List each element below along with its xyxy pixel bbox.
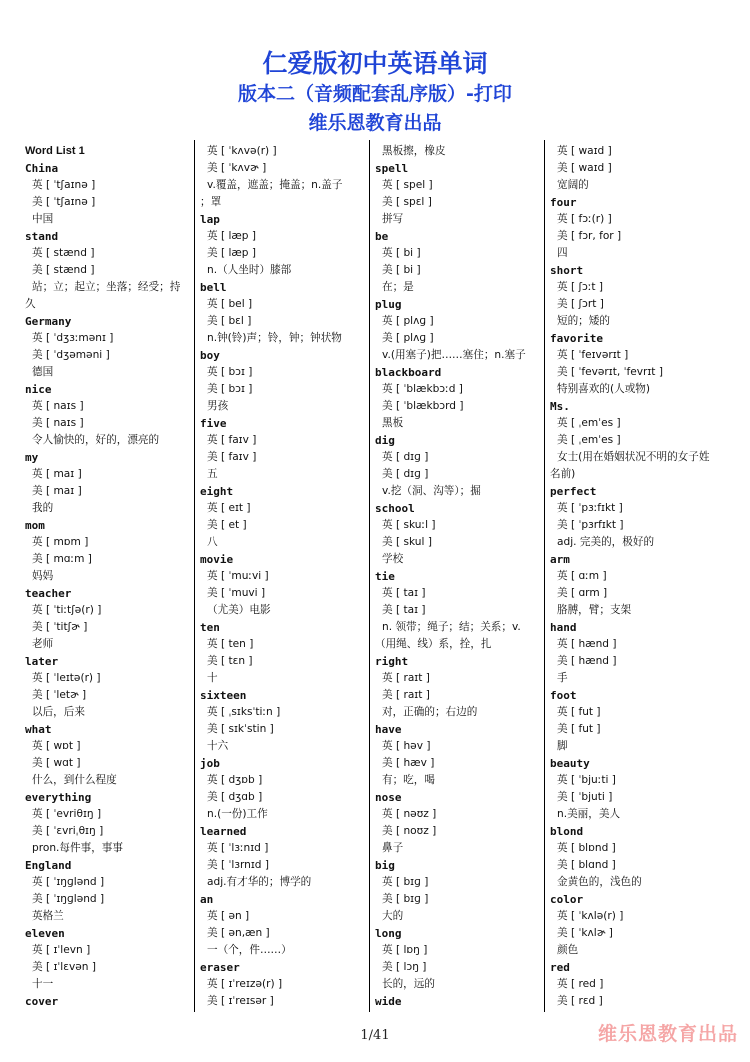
entry-line: n.美丽，美人: [557, 808, 621, 820]
vocab-word: favorite: [550, 332, 603, 345]
entry-line: 令人愉快的，好的，漂亮的: [32, 434, 160, 446]
entry-line: 美 [ ˈfevərɪt, ˈfevrɪt ]: [557, 366, 663, 378]
entry-line: 英 [ raɪt ]: [382, 672, 430, 684]
vocab-word: big: [375, 859, 395, 872]
entry-line: 英 [ stænd ]: [32, 247, 95, 259]
entry-line: 英 [ ˈpɜːfɪkt ]: [557, 502, 623, 514]
entry-line: 英 [ ˈblækbɔːd ]: [382, 383, 463, 395]
vocab-word: nose: [375, 791, 402, 804]
entry-line: 德国: [32, 366, 54, 378]
vocab-word: four: [550, 196, 577, 209]
vocab-word: foot: [550, 689, 577, 702]
entry-line: 英 [ plʌɡ ]: [382, 315, 434, 327]
entry-line: 美 [ ˌemˈes ]: [557, 434, 621, 446]
entry-line: 英 [ ˈkʌlə(r) ]: [557, 910, 624, 922]
entry-continuation: （用绳、线）系，拴，扎: [375, 638, 492, 650]
vocab-word: eleven: [25, 927, 65, 940]
entry-line: 美 [ hænd ]: [557, 655, 617, 667]
entry-continuation: ；罩: [200, 196, 222, 208]
entry-line: 美 [ lɔŋ ]: [382, 961, 427, 973]
vocab-word: job: [200, 757, 220, 770]
entry-line: 美 [ skul ]: [382, 536, 432, 548]
entry-line: 英 [ ɪˈlevn ]: [32, 944, 91, 956]
entry-line: 英 [ ˈmuːvi ]: [207, 570, 269, 582]
entry-line: 中国: [32, 213, 54, 225]
word-list-heading: Word List 1: [25, 145, 85, 157]
entry-line: 脚: [557, 740, 568, 752]
entry-line: 英 [ waɪd ]: [557, 145, 612, 157]
entry-line: 学校: [382, 553, 404, 565]
entry-line: 美 [ ˈpɜrfɪkt ]: [557, 519, 624, 531]
entry-line: 英 [ ˈɪŋɡlənd ]: [32, 876, 105, 888]
entry-line: 美 [ dɪɡ ]: [382, 468, 429, 480]
entry-line: 英 [ skuːl ]: [382, 519, 436, 531]
entry-line: 一（个，件……）: [207, 944, 292, 956]
vocab-word: learned: [200, 825, 247, 838]
vocab-word: ten: [200, 621, 220, 634]
vocab-word: blond: [550, 825, 584, 838]
entry-line: 什么，到什么程度: [32, 774, 117, 786]
entry-line: 美 [ waɪd ]: [557, 162, 612, 174]
entry-line: 站；立；起立；坐落；经受；持: [32, 281, 181, 293]
entry-line: 英 [ nəʊz ]: [382, 808, 437, 820]
entry-line: 黑板擦，橡皮: [382, 145, 446, 157]
vocab-word: eraser: [200, 961, 240, 974]
vocab-word: long: [375, 927, 402, 940]
entry-line: 美 [ mɑːm ]: [32, 553, 92, 565]
entry-line: 十六: [207, 740, 229, 752]
entry-line: 美 [ bɪɡ ]: [382, 893, 429, 905]
entry-line: 美 [ fɔr, for ]: [557, 230, 622, 242]
entry-line: 鼻子: [382, 842, 404, 854]
vocab-word: lap: [200, 213, 220, 226]
entry-line: 英 [ lɒŋ ]: [382, 944, 428, 956]
entry-line: 英 [ dʒɒb ]: [207, 774, 263, 786]
vocab-word: color: [550, 893, 584, 906]
entry-line: adj. 完美的，极好的: [557, 536, 655, 548]
vocab-word: wide: [375, 995, 402, 1008]
entry-line: 英 [ ˌsɪksˈtiːn ]: [207, 706, 281, 718]
entry-line: 美 [ ˈdʒəməni ]: [32, 349, 110, 361]
entry-line: 美 [ hæv ]: [382, 757, 435, 769]
entry-line: 美 [ ˈtitʃɚ ]: [32, 621, 88, 633]
entry-line: 英 [ ɑːm ]: [557, 570, 607, 582]
entry-line: adj.有才华的；博学的: [207, 876, 312, 888]
entry-line: 我的: [32, 502, 54, 514]
entry-line: 美 [ fut ]: [557, 723, 601, 735]
entry-line: 英 [ bi ]: [382, 247, 421, 259]
entry-line: 妈妈: [32, 570, 54, 582]
entry-line: 英 [ bɪɡ ]: [382, 876, 429, 888]
entry-line: 美 [ et ]: [207, 519, 247, 531]
entry-line: n.（人坐时）膝部: [207, 264, 292, 276]
entry-line: 英 [ ɪˈreɪzə(r) ]: [207, 978, 283, 990]
entry-line: 美 [ ʃɔrt ]: [557, 298, 604, 310]
column-divider: [194, 140, 195, 1012]
publisher-line: 维乐恩教育出品: [308, 112, 442, 134]
entry-line: 黑板: [382, 417, 404, 429]
vocab-word: later: [25, 655, 59, 668]
entry-line: 美 [ ˈɪŋɡlənd ]: [32, 893, 105, 905]
entry-line: 美 [ ˈblækbɔrd ]: [382, 400, 464, 412]
vocab-word: right: [375, 655, 409, 668]
entry-line: n.(一份)工作: [207, 808, 268, 820]
entry-line: 手: [557, 672, 568, 684]
vocab-word: my: [25, 451, 39, 464]
entry-line: 金黄色的，浅色的: [557, 876, 642, 888]
entry-line: 英 [ ˌemˈes ]: [557, 417, 621, 429]
word-column-3: [375, 143, 543, 1010]
entry-continuation: 名前): [550, 468, 576, 480]
entry-line: v.挖（洞、沟等）；掘: [382, 485, 481, 497]
vocab-word: Ms.: [550, 400, 570, 413]
entry-line: 英 [ ʃɔːt ]: [557, 281, 604, 293]
entry-line: 英 [ bel ]: [207, 298, 253, 310]
entry-line: 美 [ naɪs ]: [32, 417, 84, 429]
entry-line: 美 [ raɪt ]: [382, 689, 430, 701]
entry-line: 有；吃，喝: [382, 774, 435, 786]
entry-line: 英 [ hænd ]: [557, 638, 617, 650]
entry-line: 宽阔的: [557, 179, 589, 191]
entry-line: 英 [ fɔː(r) ]: [557, 213, 612, 225]
word-column-1: [25, 143, 193, 1010]
column-divider: [544, 140, 545, 1012]
vocab-word: plug: [375, 298, 402, 311]
vocab-word: beauty: [550, 757, 590, 770]
entry-line: 美 [ bi ]: [382, 264, 421, 276]
vocab-word: short: [550, 264, 584, 277]
vocab-word: tie: [375, 570, 395, 583]
entry-line: 美 [ ɪˈlɛvən ]: [32, 961, 96, 973]
entry-line: 拼写: [382, 213, 404, 225]
vocab-word: arm: [550, 553, 570, 566]
entry-line: 老师: [32, 638, 54, 650]
column-divider: [369, 140, 370, 1012]
entry-line: （尤美）电影: [207, 604, 271, 616]
word-column-2: [200, 143, 368, 1010]
entry-line: 英 [ eɪt ]: [207, 502, 251, 514]
entry-line: 英 [ həv ]: [382, 740, 431, 752]
entry-line: 美 [ ən,æn ]: [207, 927, 270, 939]
entry-line: 以后，后来: [32, 706, 85, 718]
entry-line: 英 [ bɔɪ ]: [207, 366, 253, 378]
vocab-word: blackboard: [375, 366, 442, 379]
entry-line: 美 [ blɑnd ]: [557, 859, 616, 871]
entry-line: 对，正确的；右边的: [382, 706, 478, 718]
entry-line: 美 [ noʊz ]: [382, 825, 437, 837]
entry-line: 英 [ spel ]: [382, 179, 433, 191]
vocab-word: movie: [200, 553, 234, 566]
entry-line: 英 [ mɒm ]: [32, 536, 89, 548]
entry-line: 英 [ ˈtiːtʃə(r) ]: [32, 604, 102, 616]
entry-line: 英 [ ˈkʌvə(r) ]: [207, 145, 277, 157]
entry-line: 美 [ læp ]: [207, 247, 257, 259]
entry-line: 美 [ tɛn ]: [207, 655, 253, 667]
vocab-word: red: [550, 961, 570, 974]
entry-line: 英 [ ˈbjuːti ]: [557, 774, 616, 786]
entry-line: 十一: [32, 978, 54, 990]
vocab-word: teacher: [25, 587, 72, 600]
vocab-word: China: [25, 162, 59, 175]
entry-line: 美 [ wɑt ]: [32, 757, 81, 769]
entry-line: 英 [ faɪv ]: [207, 434, 257, 446]
entry-line: 英 [ ˈevriθɪŋ ]: [32, 808, 102, 820]
vocab-word: dig: [375, 434, 395, 447]
page-number: 1/41: [360, 1028, 390, 1043]
entry-line: n. 领带；绳子；结；关系；v.: [382, 621, 521, 633]
entry-continuation: 久: [25, 298, 36, 310]
entry-line: 美 [ bɔɪ ]: [207, 383, 253, 395]
entry-line: 美 [ rɛd ]: [557, 995, 603, 1007]
entry-line: 美 [ stænd ]: [32, 264, 95, 276]
entry-line: 美 [ ˈlɜrnɪd ]: [207, 859, 269, 871]
document-title: 仁爱版初中英语单词: [262, 49, 488, 78]
entry-line: 英 [ dɪɡ ]: [382, 451, 429, 463]
vocab-word: be: [375, 230, 389, 243]
entry-line: 大的: [382, 910, 404, 922]
entry-line: 英 [ ˈdʒɜːmənɪ ]: [32, 332, 114, 344]
vocab-word: eight: [200, 485, 234, 498]
vocab-word: perfect: [550, 485, 597, 498]
entry-line: 长的，远的: [382, 978, 435, 990]
entry-line: 美 [ ˈbjuti ]: [557, 791, 613, 803]
entry-line: 美 [ dʒɑb ]: [207, 791, 263, 803]
entry-line: 英 [ naɪs ]: [32, 400, 84, 412]
vocab-word: school: [375, 502, 415, 515]
entry-line: 四: [557, 247, 568, 259]
vocab-word: spell: [375, 162, 409, 175]
entry-line: 十: [207, 672, 218, 684]
vocab-word: Germany: [25, 315, 72, 328]
entry-line: 五: [207, 468, 218, 480]
vocab-word: everything: [25, 791, 92, 804]
entry-line: 短的；矮的: [557, 315, 610, 327]
entry-line: 美 [ bɛl ]: [207, 315, 252, 327]
vocab-word: hand: [550, 621, 577, 634]
entry-line: n.钟(铃)声；铃，钟；钟状物: [207, 332, 342, 344]
entry-line: 美 [ sɪkˈstin ]: [207, 723, 274, 735]
vocab-word: an: [200, 893, 214, 906]
vocab-word: what: [25, 723, 52, 736]
vocab-word: five: [200, 417, 227, 430]
entry-line: 美 [ ɪˈreɪsər ]: [207, 995, 274, 1007]
entry-line: 胳膊，臂；支架: [557, 604, 632, 616]
entry-line: 在；是: [382, 281, 414, 293]
entry-line: 美 [ spɛl ]: [382, 196, 432, 208]
entry-line: 特别喜欢的(人或物): [557, 383, 651, 395]
document-subtitle: 版本二（音频配套乱序版）-打印: [238, 83, 512, 105]
vocab-word: England: [25, 859, 72, 872]
vocab-word: boy: [200, 349, 220, 362]
entry-line: 美 [ ˈkʌvɚ ]: [207, 162, 267, 174]
entry-line: 颜色: [557, 944, 579, 956]
vocab-word: mom: [25, 519, 45, 532]
entry-line: 英 [ ten ]: [207, 638, 254, 650]
entry-line: 美 [ plʌɡ ]: [382, 332, 434, 344]
entry-line: 美 [ taɪ ]: [382, 604, 426, 616]
entry-line: 英 [ blɒnd ]: [557, 842, 616, 854]
vocab-word: sixteen: [200, 689, 247, 702]
entry-line: 美 [ maɪ ]: [32, 485, 82, 497]
vocab-word: cover: [25, 995, 59, 1008]
entry-line: 美 [ ˈɛvriˌθɪŋ ]: [32, 825, 104, 837]
word-column-4: [550, 143, 718, 1010]
entry-line: 美 [ ˈletɚ ]: [32, 689, 87, 701]
entry-line: 英 [ ˈtʃaɪnə ]: [32, 179, 96, 191]
entry-line: 美 [ ˈkʌlɚ ]: [557, 927, 613, 939]
entry-line: v.(用塞子)把……塞住；n.塞子: [382, 349, 526, 361]
watermark: 维乐恩教育出品: [597, 1023, 738, 1045]
entry-line: 英 [ fut ]: [557, 706, 601, 718]
entry-line: 八: [207, 536, 218, 548]
entry-line: 女士(用在婚姻状况不明的女子姓: [557, 451, 710, 463]
entry-line: 美 [ faɪv ]: [207, 451, 257, 463]
entry-line: 英 [ ˈlɜːnɪd ]: [207, 842, 269, 854]
entry-line: 男孩: [207, 400, 229, 412]
entry-line: 英 [ taɪ ]: [382, 587, 426, 599]
entry-line: 英 [ ən ]: [207, 910, 250, 922]
entry-line: pron.每件事，事事: [32, 842, 123, 854]
vocab-word: nice: [25, 383, 52, 396]
vocab-word: stand: [25, 230, 59, 243]
entry-line: 英 [ ˈleɪtə(r) ]: [32, 672, 101, 684]
entry-line: 美 [ ˈmuvi ]: [207, 587, 266, 599]
vocab-word: bell: [200, 281, 227, 294]
entry-line: 英 [ ˈfeɪvərɪt ]: [557, 349, 629, 361]
entry-line: 美 [ ˈtʃaɪnə ]: [32, 196, 96, 208]
entry-line: 英 [ wɒt ]: [32, 740, 81, 752]
entry-line: 美 [ ɑrm ]: [557, 587, 608, 599]
entry-line: 英 [ læp ]: [207, 230, 257, 242]
entry-line: 英 [ maɪ ]: [32, 468, 82, 480]
entry-line: v.覆盖，遮盖；掩盖；n.盖子: [207, 179, 343, 191]
entry-line: 英格兰: [32, 910, 64, 922]
vocab-word: have: [375, 723, 402, 736]
entry-line: 英 [ red ]: [557, 978, 604, 990]
